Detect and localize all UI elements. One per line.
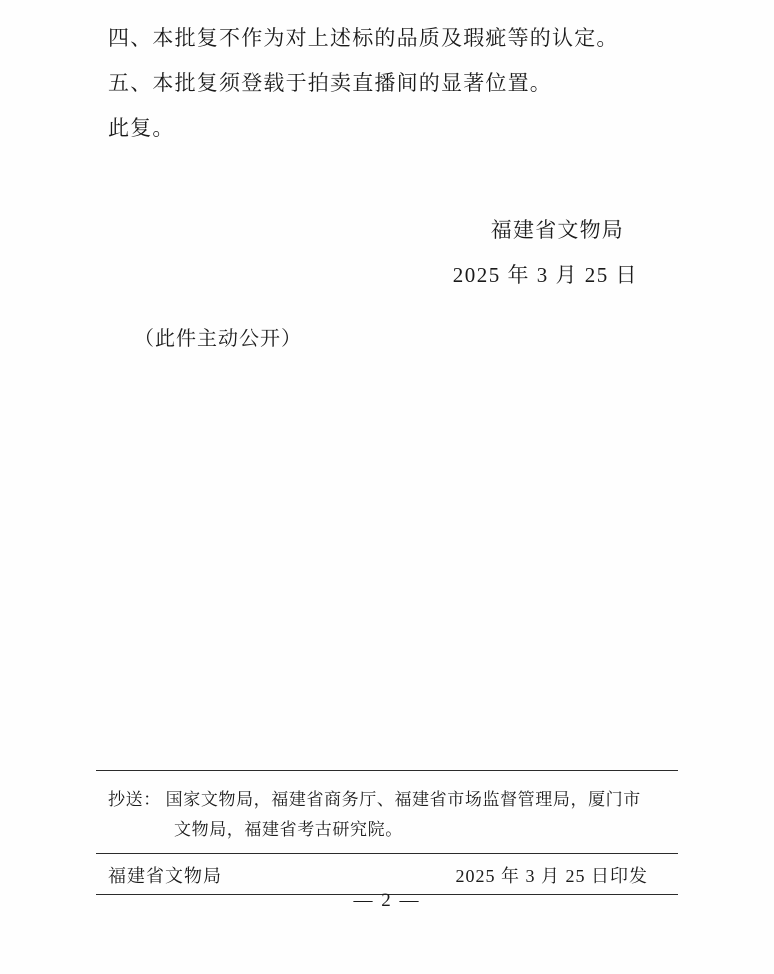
document-body [108, 0, 666, 151]
paragraph-four: 四、本批复不作为对上述标的品质及瑕疵等的认定。 [108, 26, 619, 50]
issuer-name: 福建省文物局 [108, 866, 222, 886]
cc-recipients-first: 国家文物局，福建省商务厅、福建省市场监督管理局，厦门市 [165, 790, 641, 809]
paragraph-closing: 此复。 [108, 116, 175, 140]
cc-recipients-second: 文物局，福建省考古研究院。 [174, 820, 403, 839]
cc-block [96, 771, 678, 853]
signature-organization: 福建省文物局 [490, 218, 624, 242]
cc-line-first [96, 785, 678, 815]
issuer-date: 2025 年 3 月 25 日印发 [455, 866, 648, 886]
document-footer [96, 770, 678, 895]
signature-block [108, 208, 666, 298]
page-number: — 2 — [353, 890, 421, 911]
cc-label: 抄送： [108, 790, 161, 809]
paragraph-five: 五、本批复须登载于拍卖直播间的显著位置。 [108, 71, 552, 95]
public-disclosure-note: （此件主动公开） [134, 328, 302, 350]
signature-date: 2025 年 3 月 25 日 [452, 263, 638, 287]
issuer-row [96, 854, 678, 894]
